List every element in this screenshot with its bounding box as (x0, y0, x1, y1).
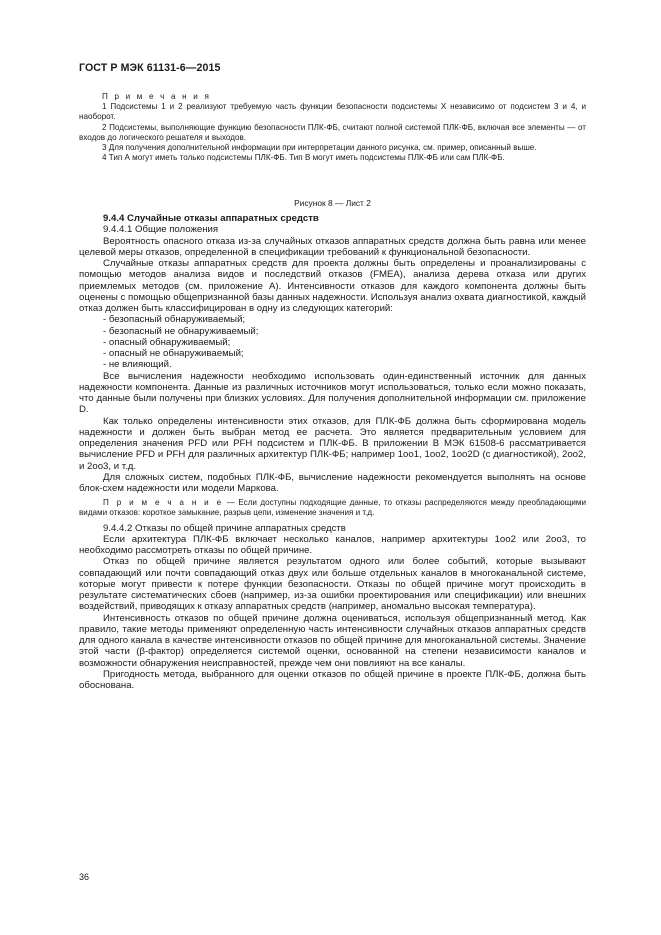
section-heading: 9.4.4 Случайные отказы аппаратных средств (103, 213, 319, 224)
list-item: - безопасный обнаруживаемый; (103, 314, 246, 326)
paragraph: Вероятность опасного отказа из-за случайных отказов аппаратных средств должна быть равна или менее целевой меры отказов, определенной в спецификации требований к функциональной безопасности. (79, 235, 586, 258)
list-item: - безопасный не обнаруживаемый; (103, 325, 259, 337)
section-body (79, 213, 586, 691)
list-item: - опасный обнаруживаемый; (103, 336, 231, 348)
note-item: 2 Подсистемы, выполняющие функцию безопасности ПЛК-ФБ, считают полной системой ПЛК-ФБ, включая все элементы — от входов до логического решателя и выходов. (79, 122, 586, 142)
note-paragraph (79, 498, 586, 518)
paragraph: Пригодность метода, выбранного для оценки отказов по общей причине в проекте ПЛК-ФБ, должна быть обоснована. (79, 668, 586, 692)
paragraph: Если архитектура ПЛК-ФБ включает несколько каналов, например архитектуры 1oo2 или 2oo3, то необходимо рассмотреть отказы по общей причине. (79, 533, 586, 557)
paragraph: Все вычисления надежности необходимо использовать один-единственный источник для данных надежности компонента. Данные из различных источников могут использоваться, только если можно показать, что данные были получены при близких условиях. Для получения дополнительной информации см. приложение D. (79, 370, 586, 416)
category-list (79, 314, 586, 370)
document-header: ГОСТ Р МЭК 61131-6—2015 (79, 62, 221, 74)
note-label: П р и м е ч а н и е (103, 498, 224, 508)
paragraph: Интенсивность отказов по общей причине должна оцениваться, используя общепризнанный метод. Как правило, такие методы применяют определенную часть интенсивности случайных отказов аппаратных средств для одного канала в качестве интенсивности отказов по общей причине для многоканальной системы. Значение этой части (β-фактор) определяется системой оценки, основанной на степени независимости каналов и возможности обнаружения неисправностей, прежде чем они повлияют на все каналы. (79, 612, 586, 669)
notes-title: П р и м е ч а н и я (102, 92, 212, 101)
list-item: - не влияющий. (103, 359, 172, 371)
paragraph: Случайные отказы аппаратных средств для проекта должны быть определены и проанализированы с помощью методов анализа видов и последствий отказов (FMEA), анализа дерева отказа или других приемлемых методов (см. приложение А). Интенсивности отказов для каждого компонента должны быть оценены с помощью общепризнанной базы данных надежности. Используя анализ охвата диагностикой, каждый отказ должен быть классифицирован в одну из следующих категорий: (79, 258, 586, 314)
note-text: — Если доступны подходящие данные, то отказы распределяются между преобладающими видами отказов: короткое замыкание, разрыв цепи, изменение значения и т.д. (79, 498, 586, 518)
list-item: - опасный не обнаруживаемый; (103, 348, 244, 359)
note-item: 4 Тип А могут иметь только подсистемы ПЛК-ФБ. Тип В могут иметь подсистемы ПЛК-ФБ или сам ПЛК-ФБ. (102, 153, 505, 163)
paragraph: Как только определены интенсивности этих отказов, для ПЛК-ФБ должна быть сформирована модель надежности и должен быть выбран метод ее расчета. Это является предварительным условием для определения значения PFD или PFH подсистем и ПЛК-ФБ. В приложении В МЭК 61508-6 рассматривается вычисление PFD и PFH для различных архитектур ПЛК-ФБ; например 1oo1, 1oo2, 1oo2D (с диагностикой), 2oo2, и 2oo3, и т.д. (79, 415, 586, 472)
subsection-title: 9.4.4.2 Отказы по общей причине аппаратных средств (103, 522, 346, 534)
note-item: 3 Для получения дополнительной информации при интерпретации данного рисунка, см. пример, описанный выше. (102, 143, 537, 153)
figure-notes (79, 92, 586, 163)
paragraph: Отказ по общей причине является результатом одного или более событий, которые вызывают совпадающий или почти совпадающий отказ двух или больше отдельных каналов в многоканальной системе, которые могут привести к потере функции безопасности. Отказы по общей причине могут происходить в результате систематических сбоев (например, из-за ошибки проектирования или спецификации) или внешних воздействий, приводящих к отказу аппаратных средств (например, аномально высокая температура). (79, 556, 586, 613)
page-number: 36 (79, 872, 90, 882)
note-item: 1 Подсистемы 1 и 2 реализуют требуемую часть функции безопасности подсистемы X независимо от подсистем 3 и 4, и наоборот. (79, 102, 586, 122)
figure-caption: Рисунок 8 — Лист 2 (294, 198, 371, 208)
subsection-title: 9.4.4.1 Общие положения (103, 224, 219, 236)
paragraph: Для сложных систем, подобных ПЛК-ФБ, вычисление надежности рекомендуется выполнять на основе блок-схем надежности или модели Маркова. (79, 471, 586, 494)
